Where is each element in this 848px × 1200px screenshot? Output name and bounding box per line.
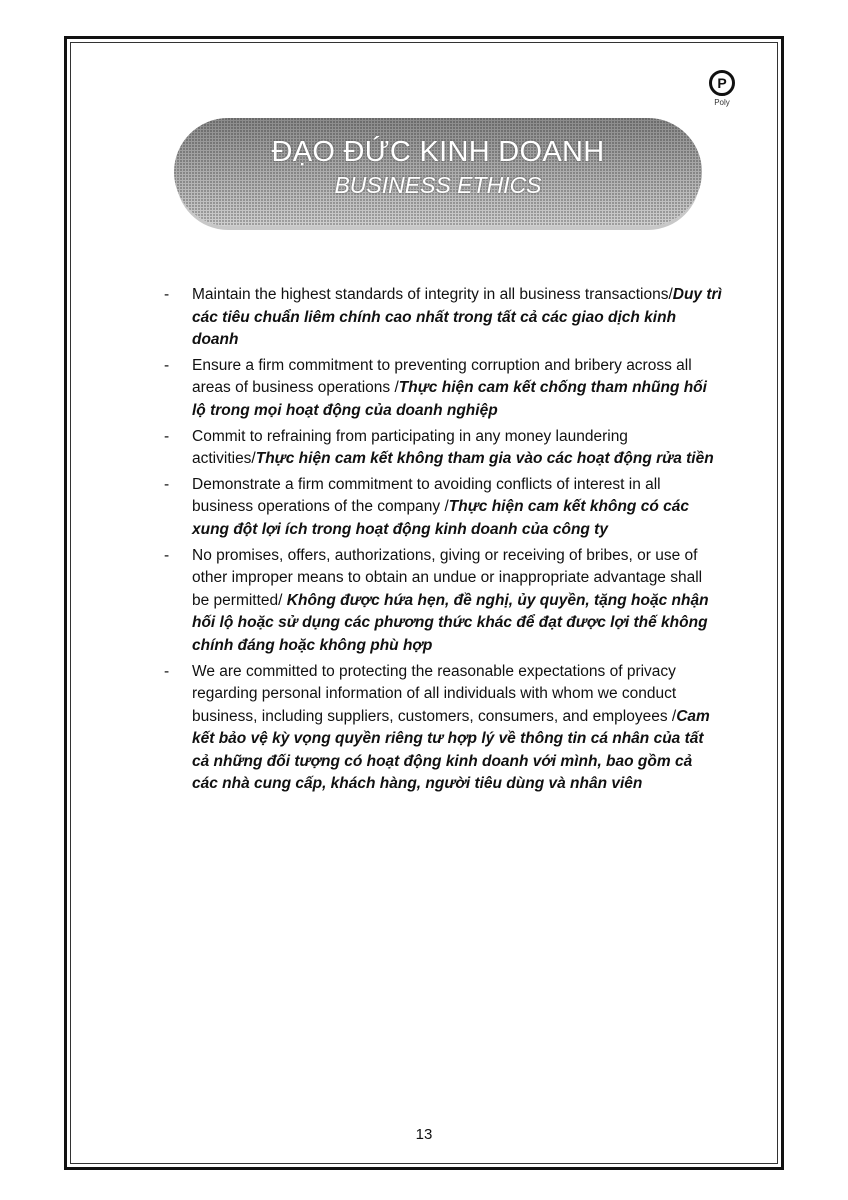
item-vietnamese-text: Không được hứa hẹn, đề nghị, ủy quyền, tặng hoặc nhận hối lộ hoặc sử dụng các phương thức khác để đạt được lợi thế không chính đáng hoặc không phù hợp	[192, 591, 709, 654]
item-vietnamese-text: Duy trì các tiêu chuẩn liêm chính cao nhất trong tất cả các giao dịch kinh doanh	[192, 286, 722, 349]
banner-subtitle: BUSINESS ETHICS	[334, 172, 542, 198]
item-vietnamese-text: Cam kết bảo vệ kỳ vọng quyền riêng tư hợp lý về thông tin cá nhân của tất cả những đối tượng có hoạt động kinh doanh với mình, bao gồm cả các nhà cung cấp, khách hàng, người tiêu dùng và nhân viên	[192, 707, 710, 793]
list-item	[162, 355, 722, 423]
item-english-text: No promises, offers, authorizations, giving or receiving of bribes, or use of other improper means to obtain an undue or inappropriate advantage shall be permitted/	[192, 546, 703, 609]
banner-title: ĐẠO ĐỨC KINH DOANH	[271, 136, 605, 168]
logo-icon	[709, 70, 735, 96]
item-vietnamese-text: Thực hiện cam kết không tham gia vào các hoạt động rửa tiền	[255, 450, 714, 468]
item-english-text: Ensure a firm commitment to preventing corruption and bribery across all areas of business operations /	[192, 356, 692, 397]
logo-letter: P	[717, 75, 727, 91]
bullet-dash: -	[164, 662, 170, 680]
item-english-text: Maintain the highest standards of integrity in all business transactions/	[192, 286, 673, 303]
logo-text: Poly	[714, 98, 730, 107]
ethics-list	[162, 284, 722, 799]
item-vietnamese-text: Thực hiện cam kết chống tham nhũng hối lộ trong mọi hoạt động của doanh nghiệp	[192, 379, 707, 419]
item-vietnamese-text: Thực hiện cam kết không có các xung đột lợi ích trong hoạt động kinh doanh của công ty	[192, 498, 689, 538]
list-item	[162, 426, 722, 471]
bullet-dash: -	[164, 546, 170, 564]
list-item	[162, 284, 722, 352]
bullet-dash: -	[164, 286, 170, 303]
page-number: 13	[415, 1126, 433, 1143]
item-english-text: We are committed to protecting the reasonable expectations of privacy regarding personal information of all individuals with whom we conduct business, including suppliers, customers, consumers, and employees /	[192, 662, 677, 725]
item-english-text: Commit to refraining from participating in any money laundering activities/	[192, 427, 628, 468]
bullet-dash: -	[164, 356, 170, 374]
company-logo	[702, 70, 742, 116]
list-item	[162, 661, 722, 797]
list-item	[162, 474, 722, 542]
bullet-dash: -	[164, 475, 170, 493]
list-item	[162, 545, 722, 658]
section-banner	[174, 118, 702, 226]
bullet-dash: -	[164, 427, 170, 445]
item-english-text: Demonstrate a firm commitment to avoiding conflicts of interest in all business operations of the company /	[192, 475, 661, 516]
